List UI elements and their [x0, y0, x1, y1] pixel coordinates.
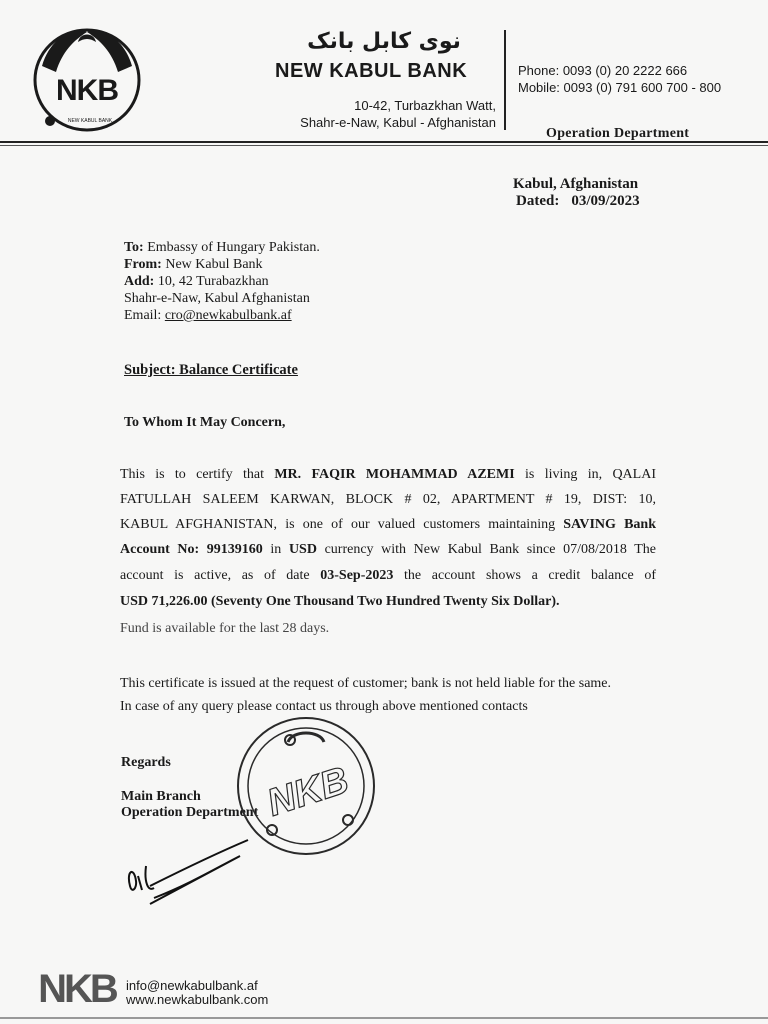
recipient-to: To: Embassy of Hungary Pakistan. [124, 240, 320, 255]
disclaimer: This certificate is issued at the request of customer; bank is not held liable for the same. [120, 676, 612, 691]
bank-phone: Phone: 0093 (0) 20 2222 666 [518, 63, 688, 78]
body-line: KABUL AFGHANISTAN, is one of our valued customers maintaining SAVING Bank [120, 517, 656, 532]
recipient-from: From: New Kabul Bank [124, 257, 263, 272]
logo-nkb-text: NKB [56, 74, 118, 107]
fund-availability: Fund is available for the last 28 days. [120, 621, 330, 636]
body-line: FATULLAH SALEEM KARWAN, BLOCK # 02, APARTMENT # 19, DIST: 10, [120, 492, 656, 507]
sign-department: Operation Department [121, 805, 259, 820]
letter-salutation: To Whom It May Concern, [124, 415, 286, 430]
contact-note: In case of any query please contact us through above mentioned contacts [120, 699, 528, 714]
svg-text:NKB: NKB [38, 967, 116, 1008]
email-link[interactable]: cro@newkabulbank.af [164, 308, 292, 323]
body-line: This is to certify that MR. FAQIR MOHAMMAD AZEMI is living in, QALAI [120, 467, 656, 482]
date-label: Dated: [516, 193, 560, 209]
header-rule-thin [0, 145, 768, 146]
recipient-city: Shahr-e-Naw, Kabul Afghanistan [124, 291, 310, 306]
recipient-email: Email: cro@newkabulbank.af [124, 308, 292, 323]
header-department: Operation Department [546, 126, 690, 141]
sign-branch: Main Branch [121, 789, 201, 804]
header-rule [0, 141, 768, 143]
svg-text:NKB: NKB [262, 759, 354, 825]
recipient-address: Add: 10, 42 Turabazkhan [124, 274, 269, 289]
letter-date [516, 193, 640, 210]
date-value: 03/09/2023 [571, 193, 640, 209]
signature [120, 826, 280, 916]
footer-logo [36, 962, 118, 1008]
body-line: Account No: 99139160 in USD currency with New Kabul Bank since 07/08/2018 The [120, 542, 657, 557]
footer-website[interactable]: www.newkabulbank.com [126, 992, 269, 1007]
header-divider [504, 30, 506, 130]
regards: Regards [121, 755, 171, 770]
balance-line: USD 71,226.00 (Seventy One Thousand Two Hundred Twenty Six Dollar). [120, 594, 560, 609]
bank-logo [28, 18, 146, 136]
svg-text:نوی کابل بانک: نوی کابل بانک [307, 29, 461, 54]
bank-name: NEW KABUL BANK [275, 60, 468, 82]
footer-rule [0, 1017, 768, 1019]
bank-name-urdu [272, 24, 497, 54]
letter-subject: Subject: Balance Certificate [124, 362, 298, 378]
body-line: account is active, as of date 03-Sep-2023 the account shows a credit balance of [120, 568, 656, 583]
bank-mobile: Mobile: 0093 (0) 791 600 700 - 800 [518, 80, 722, 95]
bank-address-line2: Shahr-e-Naw, Kabul - Afghanistan [300, 115, 496, 130]
footer-email[interactable]: info@newkabulbank.af [126, 978, 258, 993]
logo-subtext: NEW KABUL BANK [67, 118, 113, 124]
bank-address-line1: 10-42, Turbazkhan Watt, [354, 98, 496, 113]
letter-place: Kabul, Afghanistan [513, 176, 639, 192]
